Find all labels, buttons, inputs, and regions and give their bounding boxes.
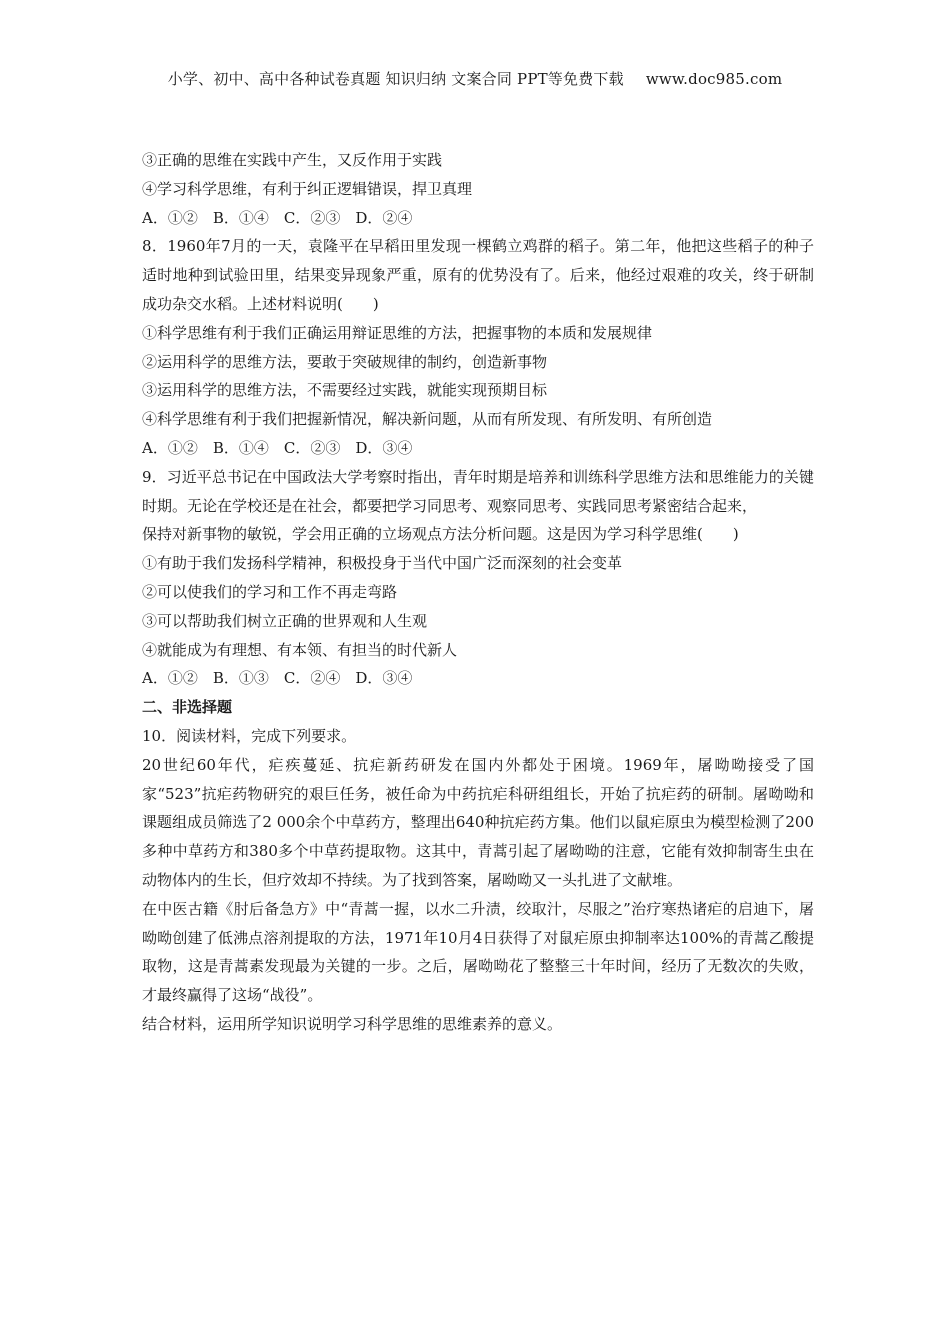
option-line-q8-3: ③运用科学的思维方法，不需要经过实践，就能实现预期目标 xyxy=(142,381,548,400)
option-line-q8-2: ②运用科学的思维方法，要敢于突破规律的制约，创造新事物 xyxy=(142,352,548,371)
material-paragraph-1: 20世纪60年代，疟疾蔓延、抗疟新药研发在国内外都处于困境。1969年，屠呦呦接受了国家“523”抗疟药物研究的艰巨任务，被任命为中药抗疟科研组组长，开始了抗疟药的研制。屠呦呦和课题组成员筛选了2 000余个中草药方，整理出640种抗疟药方集。他们以鼠疟原虫为模型检测了200多种中草药方和380多个中草药提取物。这其中，青蒿引起了屠呦呦的注意，它能有效抑制寄生虫在动物体内的生长，但疗效却不持续。为了找到答案，屠呦呦又一头扎进了文献堆。 xyxy=(142,755,814,889)
page-header xyxy=(0,68,950,89)
question-9-stem-continued: 保持对新事物的敏锐，学会用正确的立场观点方法分析问题。这是因为学习科学思维( ) xyxy=(142,525,739,544)
option-line-q9-1: ①有助于我们发扬科学精神，积极投身于当代中国广泛而深刻的社会变革 xyxy=(142,554,623,573)
answer-choices-q7: A．①② B．①④ C．②③ D．②④ xyxy=(142,208,413,227)
option-line-q8-1: ①科学思维有利于我们正确运用辩证思维的方法，把握事物的本质和发展规律 xyxy=(142,323,653,342)
question-10-prompt: 结合材料，运用所学知识说明学习科学思维的思维素养的意义。 xyxy=(142,1014,563,1033)
option-line-q7-4: ④学习科学思维，有利于纠正逻辑错误，捍卫真理 xyxy=(142,179,473,198)
option-line-q9-2: ②可以使我们的学习和工作不再走弯路 xyxy=(142,582,398,601)
material-paragraph-2: 在中医古籍《肘后备急方》中“青蒿一握，以水二升渍，绞取汁，尽服之”治疗寒热诸疟的启迪下，屠呦呦创建了低沸点溶剂提取的方法，1971年10月4日获得了对鼠疟原虫抑制率达100%的青蒿乙酸提取物，这是青蒿素发现最为关键的一步。之后，屠呦呦花了整整三十年时间，经历了无数次的失败，才最终赢得了这场“战役”。 xyxy=(142,899,814,1005)
option-line-q8-4: ④科学思维有利于我们把握新情况，解决新问题，从而有所发现、有所发明、有所创造 xyxy=(142,410,713,429)
header-site-link[interactable]: www.doc985.com xyxy=(645,70,783,88)
option-line-q9-4: ④就能成为有理想、有本领、有担当的时代新人 xyxy=(142,640,458,659)
section-heading: 二、非选择题 xyxy=(142,698,233,717)
option-line-q9-3: ③可以帮助我们树立正确的世界观和人生观 xyxy=(142,611,428,630)
header-title: 小学、初中、高中各种试卷真题 知识归纳 文案合同 PPT等免费下载 xyxy=(167,70,624,88)
question-10-instruction: 10．阅读材料，完成下列要求。 xyxy=(142,726,357,745)
document-body xyxy=(142,146,814,1039)
option-line-q7-3: ③正确的思维在实践中产生，又反作用于实践 xyxy=(142,151,443,169)
question-9-stem: 9．习近平总书记在中国政法大学考察时指出，青年时期是培养和训练科学思维方法和思维能力的关键时期。无论在学校还是在社会，都要把学习同思考、观察同思考、实践同思考紧密结合起来， xyxy=(142,467,814,515)
answer-choices-q9: A．①② B．①③ C．②④ D．③④ xyxy=(142,669,413,688)
question-8-stem: 8．1960年7月的一天，袁隆平在早稻田里发现一棵鹤立鸡群的稻子。第二年，他把这些稻子的种子适时地种到试验田里，结果变异现象严重，原有的优势没有了。后来，他经过艰难的攻关，终于研制成功杂交水稻。上述材料说明( ) xyxy=(142,237,814,313)
answer-choices-q8: A．①② B．①④ C．②③ D．③④ xyxy=(142,438,413,457)
